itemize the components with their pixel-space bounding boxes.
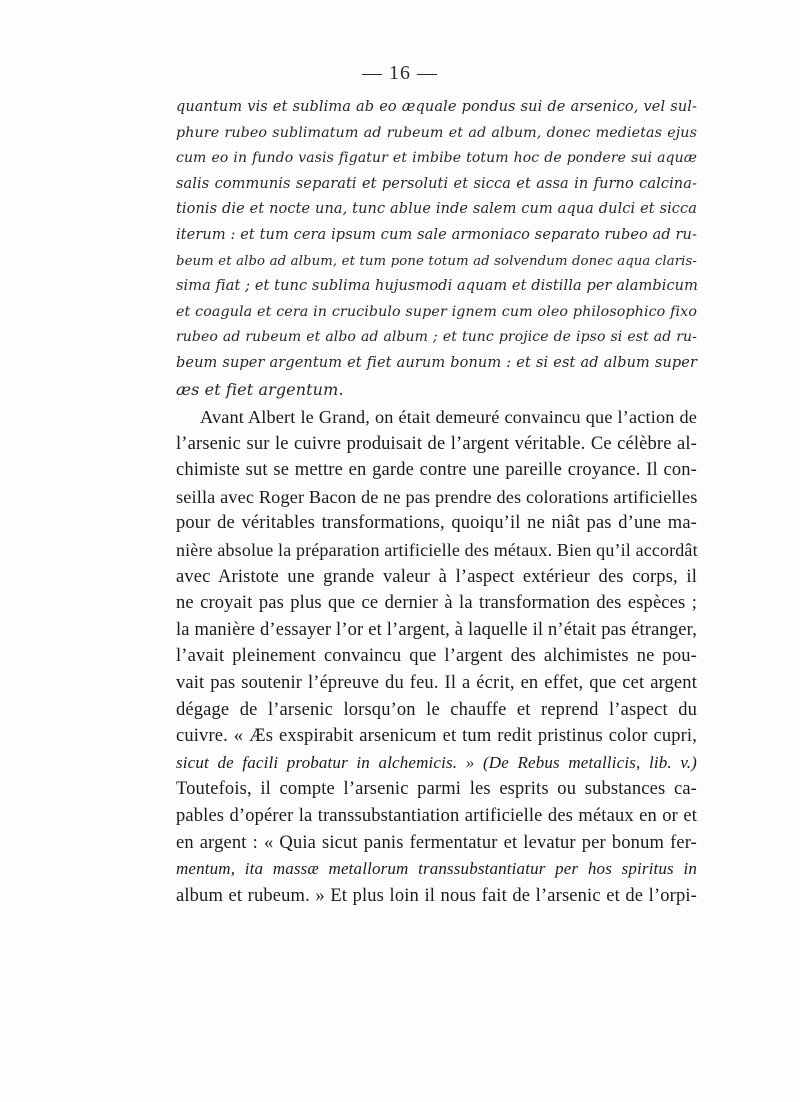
body-line: avec Aristote une grande valeur à l’aspect extérieur des corps, il [176,566,697,587]
body-line: l’arsenic sur le cuivre produisait de l’argent véritable. Ce célèbre al- [176,433,697,454]
body-paragraph [176,404,697,909]
body-line: la manière d’essayer l’or et l’argent, à laquelle il n’était pas étranger, [176,619,697,640]
latin-line: et coagula et cera in crucibulo super ignem cum oleo philosophico fixo [176,303,697,320]
latin-line: quantum vis et sublima ab eo æquale pondus sui de arsenico, vel sul- [176,99,697,115]
body-line: pables d’opérer la transsubstantiation artificielle des métaux en or et [176,805,697,826]
body-line: dégage de l’arsenic lorsqu’on le chauffe et reprend l’aspect du [176,699,697,720]
body-line: en argent : « Quia sicut panis fermentatur et levatur per bonum fer- [176,832,697,853]
latin-line: sima fiat ; et tunc sublima hujusmodi aquam et distilla per alambicum [176,278,698,295]
latin-line: rubeo ad rubeum et albo ad album ; et tunc projice de ipso si est ad ru- [176,329,697,346]
body-line: l’avait pleinement convaincu que l’argent des alchimistes ne pou- [176,646,697,667]
body-line: seilla avec Roger Bacon de ne pas prendre des colorations artificielles [176,486,698,507]
latin-quotation [176,95,697,402]
latin-line: phure rubeo sublimatum ad rubeum et ad album, donec medietas ejus [176,124,697,141]
body-line: mentum, ita massæ metallorum transsubstantiatur per hos spiritus in [176,859,697,879]
latin-line: iterum : et tum cera ipsum cum sale armoniaco separato rubeo ad ru- [176,226,697,243]
page-number: — 16 — [362,62,438,84]
latin-line: tionis die et nocte una, tunc ablue inde salem cum aqua dulci et sicca [176,201,697,218]
latin-line: æs et fiet argentum. [176,379,344,399]
body-line: Toutefois, il compte l’arsenic parmi les esprits ou substances ca- [176,779,697,800]
latin-line: cum eo in fundo vasis figatur et imbibe totum hoc de pondere sui aquæ [176,150,697,167]
body-line: vait pas soutenir l’épreuve du feu. Il a écrit, en effet, que cet argent [176,672,697,693]
body-line: pour de véritables transformations, quoiqu’il ne niât pas d’une ma- [176,513,697,534]
body-line: chimiste sut se mettre en garde contre une pareille croyance. Il con- [176,460,697,481]
latin-line: salis communis separati et persoluti et sicca et assa in furno calcina- [176,175,697,192]
latin-line: beum super argentum et fiet aurum bonum : et si est ad album super [176,354,697,371]
body-line: album et rubeum. » Et plus loin il nous fait de l’arsenic et de l’orpi- [176,885,697,906]
body-line: Avant Albert le Grand, on était demeuré convaincu que l’action de [200,407,697,427]
body-line: nière absolue la préparation artificielle des métaux. Bien qu’il accordât [176,539,698,560]
latin-line: beum et albo ad album, et tum pone totum ad solvendum donec aqua claris- [176,253,697,269]
body-line: ne croyait pas plus que ce dernier à la transformation des espèces ; [176,593,697,614]
body-line: cuivre. « Æs exspirabit arsenicum et tum redit pristinus color cupri, [176,726,697,747]
body-line: sicut de facili probatur in alchemicis. » (De Rebus metallicis, lib. v.) [176,752,697,772]
